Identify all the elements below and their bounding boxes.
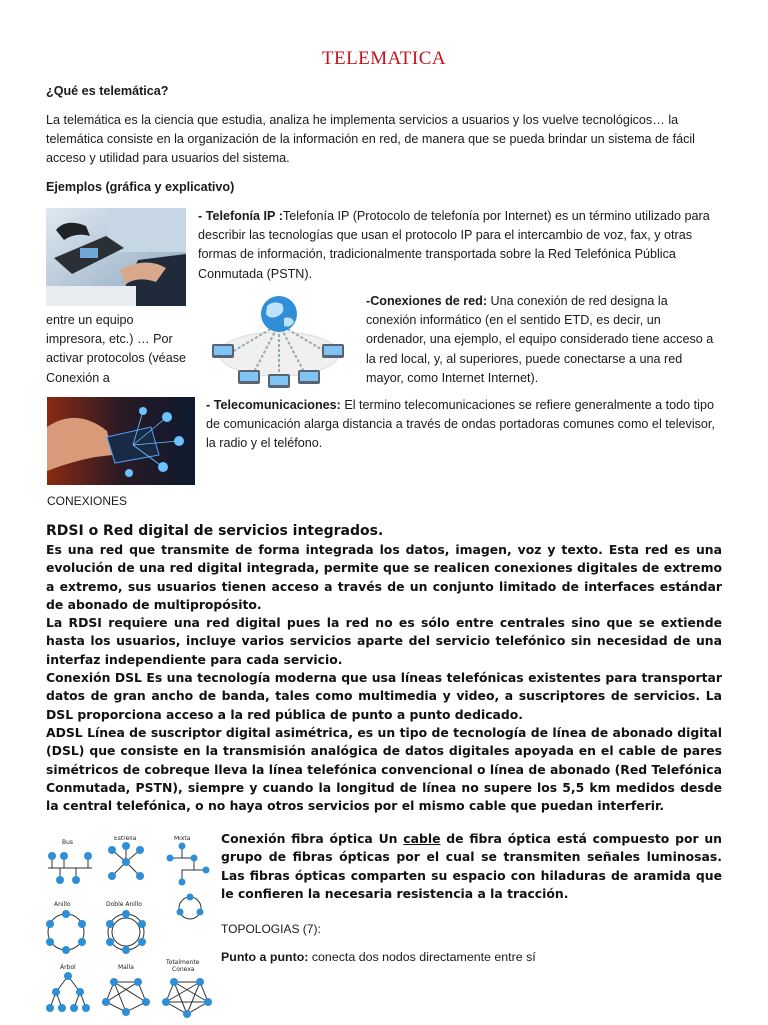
telecom-image [47,397,195,485]
punto-a-punto-text: conecta dos nodos directamente entre sí [308,950,536,964]
fibra-pre: Conexión fibra óptica Un [221,831,404,846]
topo-label-bus: Bus [62,839,74,846]
connections-section [46,521,722,815]
rdsi-paragraph-1: Es una red que transmite de forma integrada los datos, imagen, voz y texto. Esta red es una evolución de una red digital integrada, permite que se realicen conexiones digitales de extremo a extremo, sus usuarios tienen acceso a través de un conjunto limitado de interfaces estándar de abonado de multipropósito. [46,542,722,612]
topo-label-anillo: Anillo [54,901,71,908]
topo-label-mixta: Mixta [174,836,191,842]
examples-heading: Ejemplos (gráfica y explicativo) [46,180,235,194]
ip-phone-image [46,208,186,306]
network-left-fragment: entre un equipo impresora, etc.) … Por activar protocolos (véase Conexión a [46,313,186,385]
network-globe-image [204,290,354,392]
topo-label-conexa: Conexa [172,966,195,973]
question-heading: ¿Qué es telemática? [46,84,169,98]
topo-label-doble-anillo: Doble Anillo [106,901,142,908]
fibra-paragraph [221,830,722,903]
topologias-heading: TOPOLOGIAS (7): [221,922,321,936]
conexiones-red-text: Una conexión de red designa la conexión informático (en el sentido ETD, es decir, un ordenador, una ejemplo, el equipo considerado tiene acceso a la red local, y, al superiores, puede conectarse a una red mayor, como Internet Internet). [366,294,714,385]
telecom-paragraph [206,396,718,454]
punto-a-punto-label: Punto a punto: [221,950,309,964]
telefonia-ip-label: - Telefonía IP : [198,209,283,223]
telecom-text: El termino telecomunicaciones se refiere generalmente a todo tipo de comunicación alarga distancia a través de ondas portadoras comunes como el televisor, la radio y el teléfono. [206,398,715,451]
telefonia-ip-text: Telefonía IP (Protocolo de telefonía por Internet) es un término utilizado para describir las tecnologías que usan el protocolo IP para el intercambio de voz, fax, y otras formas de información, tradicionalmente transportada sobre la Red Telefónica Pública Conmutada (PSTN). [198,209,710,281]
topo-label-arbol: Árbol [60,964,76,971]
topologies-diagram [42,836,214,1020]
telecom-label: - Telecomunicaciones: [206,398,341,412]
conexiones-heading: CONEXIONES [47,494,128,508]
rdsi-paragraph-2: La RDSI requiere una red digital pues la red no es sólo entre centrales sino que se extiende hasta los usuarios, incluye varios servicios aparte del servicio telefónico sin necesidad de una interfaz independiente para cada servicio. [46,615,722,667]
topo-label-estrella: Estrella [114,836,137,842]
rdsi-title: RDSI o Red digital de servicios integrados. [46,523,384,539]
punto-a-punto-line [221,950,536,964]
page-title: TELEMATICA [321,48,447,69]
dsl-paragraph: Conexión DSL Es una tecnología moderna que usa líneas telefónicas existentes para transportar datos de gran ancho de banda, tales como multimedia y video, a suscriptores de servicios. La DSL proporciona acceso a la red pública de punto a punto dedicado. [46,670,722,722]
fibra-post: de fibra óptica está compuesto por un grupo de fibras ópticas por el cual se transmiten señales luminosas. Las fibras ópticas comparten su espacio con hiladuras de aramida que le confieren la necesaria resistencia a la tracción. [221,831,723,901]
adsl-paragraph: ADSL Línea de suscriptor digital asimétrica, es un tipo de tecnología de línea de abonado digital (DSL) que consiste en la transmisión analógica de datos digitales apoyada en el cable de pares simétricos de cobreque lleva la línea telefónica convencional o línea de abonado (Red Telefónica Conmutada, PSTN), siempre y cuando la longitud de línea no supere los 5,5 km medidos desde la central telefónica, o no haya otros servicios por el mismo cable que puedan interferir. [46,724,722,814]
conexiones-red-label: -Conexiones de red: [366,294,488,308]
topo-label-totalmente: Totalmente [166,959,200,966]
cable-link[interactable]: cable [403,831,441,846]
intro-paragraph: La telemática es la ciencia que estudia, analiza he implementa servicios a usuarios y los vuelve tecnológicos… la telemática consiste en la organización de la información en red, de manera que se pueda brindar un sistema de fácil acceso y utilidad para usuarios del sistema. [46,113,695,166]
topo-label-malla: Malla [118,964,134,971]
conexiones-red-paragraph [366,292,718,388]
telefonia-ip-paragraph [198,207,718,284]
